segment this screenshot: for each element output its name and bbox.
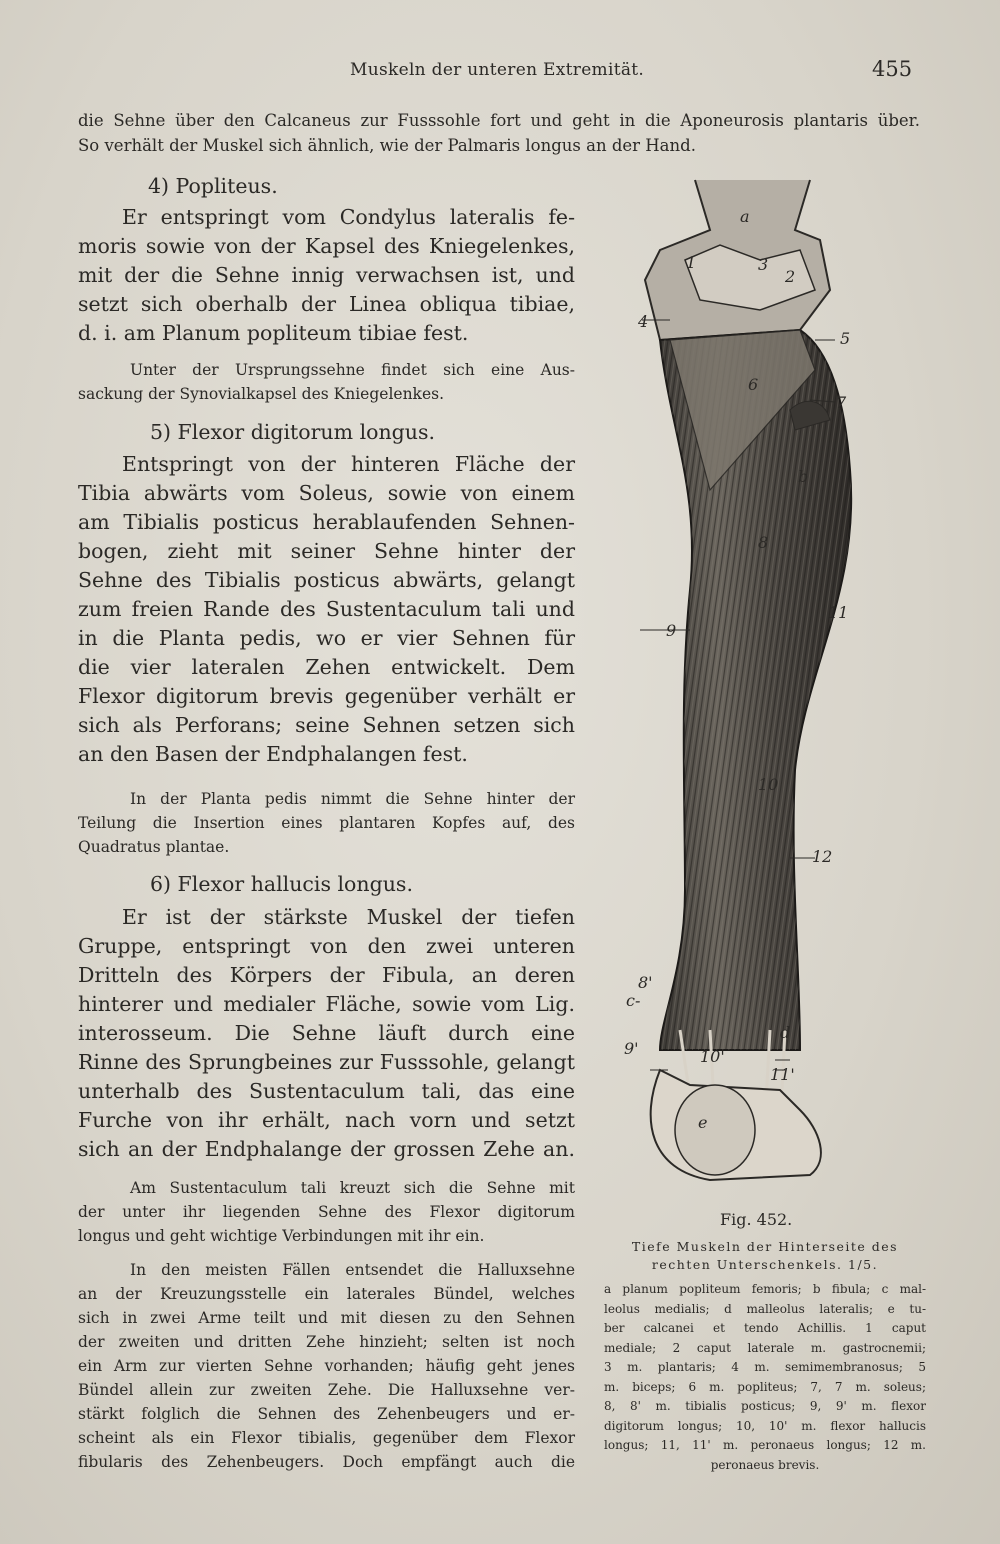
text-line: Gruppe, entspringt von den zwei unteren	[78, 934, 575, 958]
label-10-prime: 10'	[700, 1047, 725, 1066]
text-line: die Sehne über den Calcaneus zur Fusssohle fort und geht in die Aponeurosis plantaris über.	[78, 111, 920, 130]
legend-line: peronaeus brevis.	[710, 1457, 820, 1472]
text-line: in die Planta pedis, wo er vier Sehnen für	[78, 626, 575, 650]
label-9: 9	[666, 621, 677, 640]
text-line: Entspringt von der hinteren Fläche der	[122, 452, 575, 476]
legend-line: 3 m. plantaris; 4 m. semimembranosus; 5	[604, 1360, 926, 1374]
legend-line: ber calcanei et tendo Achillis. 1 caput	[604, 1321, 926, 1335]
section-heading-flexor-hallucis-longus: 6) Flexor hallucis longus.	[150, 872, 413, 896]
label-d: d	[780, 1023, 791, 1042]
calcaneus	[675, 1085, 755, 1175]
text-line: In der Planta pedis nimmt die Sehne hinter der	[130, 790, 575, 808]
label-c: c-	[626, 991, 641, 1010]
label-1: 1	[686, 253, 697, 272]
label-a: a	[740, 207, 750, 226]
section-heading-flexor-digitorum-longus: 5) Flexor digitorum longus.	[150, 420, 436, 444]
running-title: Muskeln der unteren Extremität.	[350, 60, 645, 80]
text-line: interosseum. Die Sehne läuft durch eine	[78, 1021, 575, 1045]
text-line: Er entspringt vom Condylus lateralis fe-	[122, 205, 575, 229]
text-line: zum freien Rande des Sustentaculum tali und	[78, 597, 575, 621]
legend-line: m. biceps; 6 m. popliteus; 7, 7 m. soleus;	[604, 1379, 926, 1394]
page-number: 455	[872, 57, 913, 81]
label-4: 4	[638, 312, 649, 331]
text-line: Sehne des Tibialis posticus abwärts, gelangt	[78, 568, 575, 592]
text-line: der unter ihr liegenden Sehne des Flexor digitorum	[78, 1203, 575, 1221]
text-line: Bündel allein zur zweiten Zehe. Die Halluxsehne ver-	[78, 1381, 575, 1399]
label-11-prime: 11'	[770, 1065, 795, 1084]
label-e: e	[698, 1113, 708, 1132]
section-body-popliteus	[78, 203, 575, 348]
section-body-flexor-hallucis-longus	[78, 903, 575, 1164]
label-6: 6	[748, 375, 759, 394]
legend-line: mediale; 2 caput laterale m. gastrocnemii;	[604, 1340, 926, 1355]
text-line: die vier lateralen Zehen entwickelt. Dem	[78, 655, 575, 679]
text-line: d. i. am Planum popliteum tibiae fest.	[78, 321, 469, 345]
text-line: ein Arm zur vierten Sehne vorhanden; häufig geht jenes	[78, 1357, 575, 1375]
legend-line: leolus medialis; d malleolus lateralis; e tu-	[604, 1301, 926, 1316]
text-line: rechten Unterschenkels. 1/5.	[651, 1257, 879, 1272]
text-line: In den meisten Fällen entsendet die Halluxsehne	[130, 1261, 575, 1279]
text-line: der zweiten und dritten Zehe hinzieht; selten ist noch	[78, 1333, 575, 1351]
text-line: an den Basen der Endphalangen fest.	[78, 742, 468, 766]
text-line: am Tibialis posticus herablaufenden Sehnen-	[78, 510, 575, 534]
text-line: Am Sustentaculum tali kreuzt sich die Sehne mit	[130, 1179, 575, 1197]
legend-line: a planum popliteum femoris; b fibula; c mal-	[604, 1282, 926, 1296]
label-5: 5	[840, 329, 851, 348]
section-note-popliteus	[78, 358, 575, 406]
label-10: 10	[758, 775, 779, 794]
text-line: bogen, zieht mit seiner Sehne hinter der	[78, 539, 575, 563]
text-line: Tibia abwärts vom Soleus, sowie von einem	[78, 481, 575, 505]
text-line: sich in zwei Arme teilt und mit diesen zu den Sehnen	[78, 1309, 575, 1327]
text-line: So verhält der Muskel sich ähnlich, wie der Palmaris longus an der Hand.	[78, 136, 696, 155]
figure-legend	[604, 1280, 926, 1475]
legend-line: longus; 11, 11' m. peronaeus longus; 12 m.	[604, 1438, 926, 1452]
text-line: moris sowie von der Kapsel des Kniegelenkes,	[78, 234, 575, 258]
section-note2-flexor-hallucis-longus	[78, 1258, 575, 1474]
text-line: unterhalb des Sustentaculum tali, das eine	[78, 1079, 575, 1103]
legend-line: digitorum longus; 10, 10' m. flexor hallucis	[604, 1418, 926, 1433]
text-line: Er ist der stärkste Muskel der tiefen	[122, 905, 575, 929]
text-line: Furche von ihr erhält, nach vorn und setzt	[78, 1108, 575, 1132]
text-line: Unter der Ursprungssehne findet sich eine Aus-	[130, 361, 575, 379]
section-note-flexor-digitorum-longus	[78, 787, 575, 859]
text-line: Flexor digitorum brevis gegenüber verhält er	[78, 684, 575, 708]
text-line: sackung der Synovialkapsel des Kniegelenkes.	[78, 385, 445, 403]
label-8: 8	[758, 533, 769, 552]
label-3: 3	[758, 255, 769, 274]
label-7: 7	[836, 393, 847, 412]
text-line: mit der die Sehne innig verwachsen ist, und	[78, 263, 575, 287]
text-line: scheint als ein Flexor tibialis, gegenüber dem Flexor	[78, 1429, 575, 1447]
text-line: an der Kreuzungsstelle ein laterales Bündel, welches	[78, 1285, 575, 1303]
label-8-prime: 8'	[638, 973, 653, 992]
text-line: stärkt folglich die Sehnen des Zehenbeugers und er-	[78, 1405, 575, 1423]
text-line: Teilung die Insertion eines plantaren Kopfes auf, des	[78, 814, 575, 832]
text-line: longus und geht wichtige Verbindungen mit ihr ein.	[78, 1227, 485, 1245]
label-2: 2	[785, 267, 796, 286]
text-line: fibularis des Zehenbeugers. Doch empfängt auch die	[78, 1453, 575, 1471]
label-9-prime: 9'	[624, 1039, 639, 1058]
legend-line: 8, 8' m. tibialis posticus; 9, 9' m. flexor	[604, 1399, 926, 1413]
figure-title	[600, 1238, 930, 1274]
section-note-flexor-hallucis-longus	[78, 1176, 575, 1248]
text-line: Rinne des Sprungbeines zur Fusssohle, gelangt	[78, 1050, 575, 1074]
text-line: hinterer und medialer Fläche, sowie vom Lig.	[78, 992, 575, 1016]
section-body-flexor-digitorum-longus	[78, 450, 575, 769]
text-line: setzt sich oberhalb der Linea obliqua tibiae,	[78, 292, 575, 316]
label-11: 11	[828, 603, 849, 622]
label-b: b	[798, 467, 809, 486]
text-line: sich an der Endphalange der grossen Zehe an.	[78, 1137, 575, 1161]
text-line: sich als Perforans; seine Sehnen setzen sich	[78, 713, 575, 737]
figure-number: Fig. 452.	[720, 1210, 793, 1229]
leg-muscle-illustration	[600, 170, 930, 1200]
text-line: Tiefe Muskeln der Hinterseite des	[631, 1239, 899, 1254]
text-line: Dritteln des Körpers der Fibula, an deren	[78, 963, 575, 987]
intro-paragraph	[78, 108, 920, 158]
text-line: Quadratus plantae.	[78, 838, 230, 856]
label-12: 12	[812, 847, 833, 866]
section-heading-popliteus: 4) Popliteus.	[148, 174, 278, 198]
